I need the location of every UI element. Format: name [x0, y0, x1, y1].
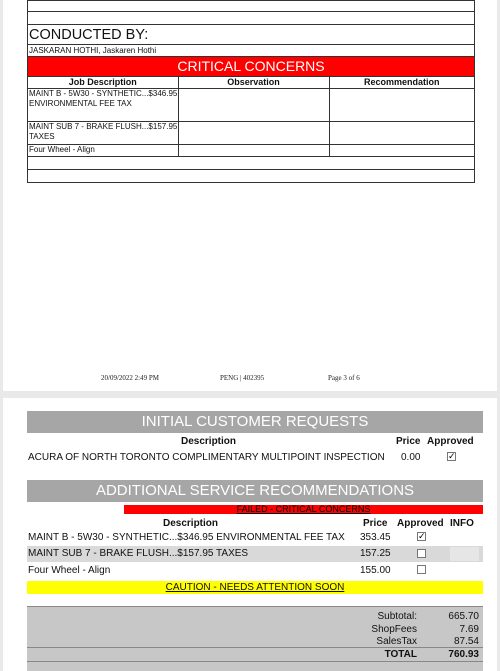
report-page-4 [3, 398, 497, 671]
totals-divider [27, 647, 483, 648]
info-header: INFO [450, 518, 474, 529]
request-description: ACURA OF NORTH TORONTO COMPLIMENTARY MULTIPOINT INSPECTION [28, 452, 385, 463]
critical-concerns-header: CRITICAL CONCERNS [28, 57, 474, 76]
salestax-label: SalesTax [376, 636, 417, 647]
observation [178, 89, 329, 122]
observation [178, 145, 329, 157]
approved-checkbox[interactable] [417, 549, 426, 558]
footer-datetime: 20/09/2022 2:49 PM [101, 374, 159, 382]
price-header: Price [363, 518, 388, 529]
totals-panel [27, 606, 483, 671]
description-header: Description [163, 518, 219, 529]
conducted-by-label: CONDUCTED BY: [28, 25, 474, 45]
price-header: Price [396, 436, 421, 447]
table-row [28, 89, 474, 122]
approved-header: Approved [397, 518, 444, 529]
report-page-3 [3, 0, 497, 391]
totals-divider [27, 661, 483, 662]
recommendation [329, 89, 474, 122]
job-description: MAINT B - 5W30 - SYNTHETIC...$346.95 ENVIRONMENTAL FEE TAX [28, 89, 178, 122]
recommendation-description: MAINT B - 5W30 - SYNTHETIC...$346.95 ENVIRONMENTAL FEE TAX [28, 532, 345, 543]
table-row [28, 122, 474, 145]
blank-row [28, 170, 474, 183]
subtotal-value: 665.70 [448, 611, 479, 622]
total-value: 760.93 [448, 649, 479, 660]
technician-names: JASKARAN HOTHI, Jaskaren Hothi [28, 45, 474, 57]
additional-recommendations-header: ADDITIONAL SERVICE RECOMMENDATIONS [27, 480, 483, 502]
recommendation [329, 122, 474, 145]
observation [178, 122, 329, 145]
subtotal-label: Subtotal: [377, 611, 417, 622]
job-description: MAINT SUB 7 - BRAKE FLUSH...$157.95 TAXES [28, 122, 178, 145]
shopfees-label: ShopFees [371, 624, 417, 635]
info-cell [450, 547, 479, 561]
initial-requests-header: INITIAL CUSTOMER REQUESTS [27, 411, 483, 433]
approved-checkbox[interactable] [417, 565, 426, 574]
approved-checkbox[interactable]: ✓ [418, 531, 426, 541]
salestax-value: 87.54 [453, 636, 479, 647]
blank-row [28, 0, 474, 12]
column-header: Job Description [28, 77, 178, 89]
recommendation-price: 155.00 [360, 565, 391, 576]
request-price: 0.00 [401, 452, 421, 463]
caution-label: CAUTION - NEEDS ATTENTION SOON [27, 581, 483, 594]
footer-page-number: Page 3 of 6 [328, 374, 360, 382]
blank-row [28, 157, 474, 170]
approved-checkbox[interactable]: ✓ [448, 451, 456, 461]
critical-concerns-table [28, 76, 474, 157]
recommendation-price: 157.25 [360, 548, 391, 559]
recommendation-description: MAINT SUB 7 - BRAKE FLUSH...$157.95 TAXES [28, 548, 249, 559]
footer-reference: PENG | 402395 [220, 374, 265, 382]
description-header: Description [181, 436, 237, 447]
table-row [28, 145, 474, 157]
total-label: TOTAL [384, 649, 417, 660]
shopfees-value: 7.69 [459, 624, 479, 635]
failed-critical-label: FAILED - CRITICAL CONCERNS [124, 505, 483, 514]
job-description: Four Wheel - Align [28, 145, 178, 157]
column-header: Recommendation [329, 77, 474, 89]
recommendation-price: 353.45 [360, 532, 391, 543]
approved-header: Approved [427, 436, 474, 447]
column-header: Observation [178, 77, 329, 89]
inspection-frame [27, 0, 475, 183]
recommendation-description: Four Wheel - Align [28, 565, 111, 576]
blank-row [28, 12, 474, 25]
recommendation [329, 145, 474, 157]
